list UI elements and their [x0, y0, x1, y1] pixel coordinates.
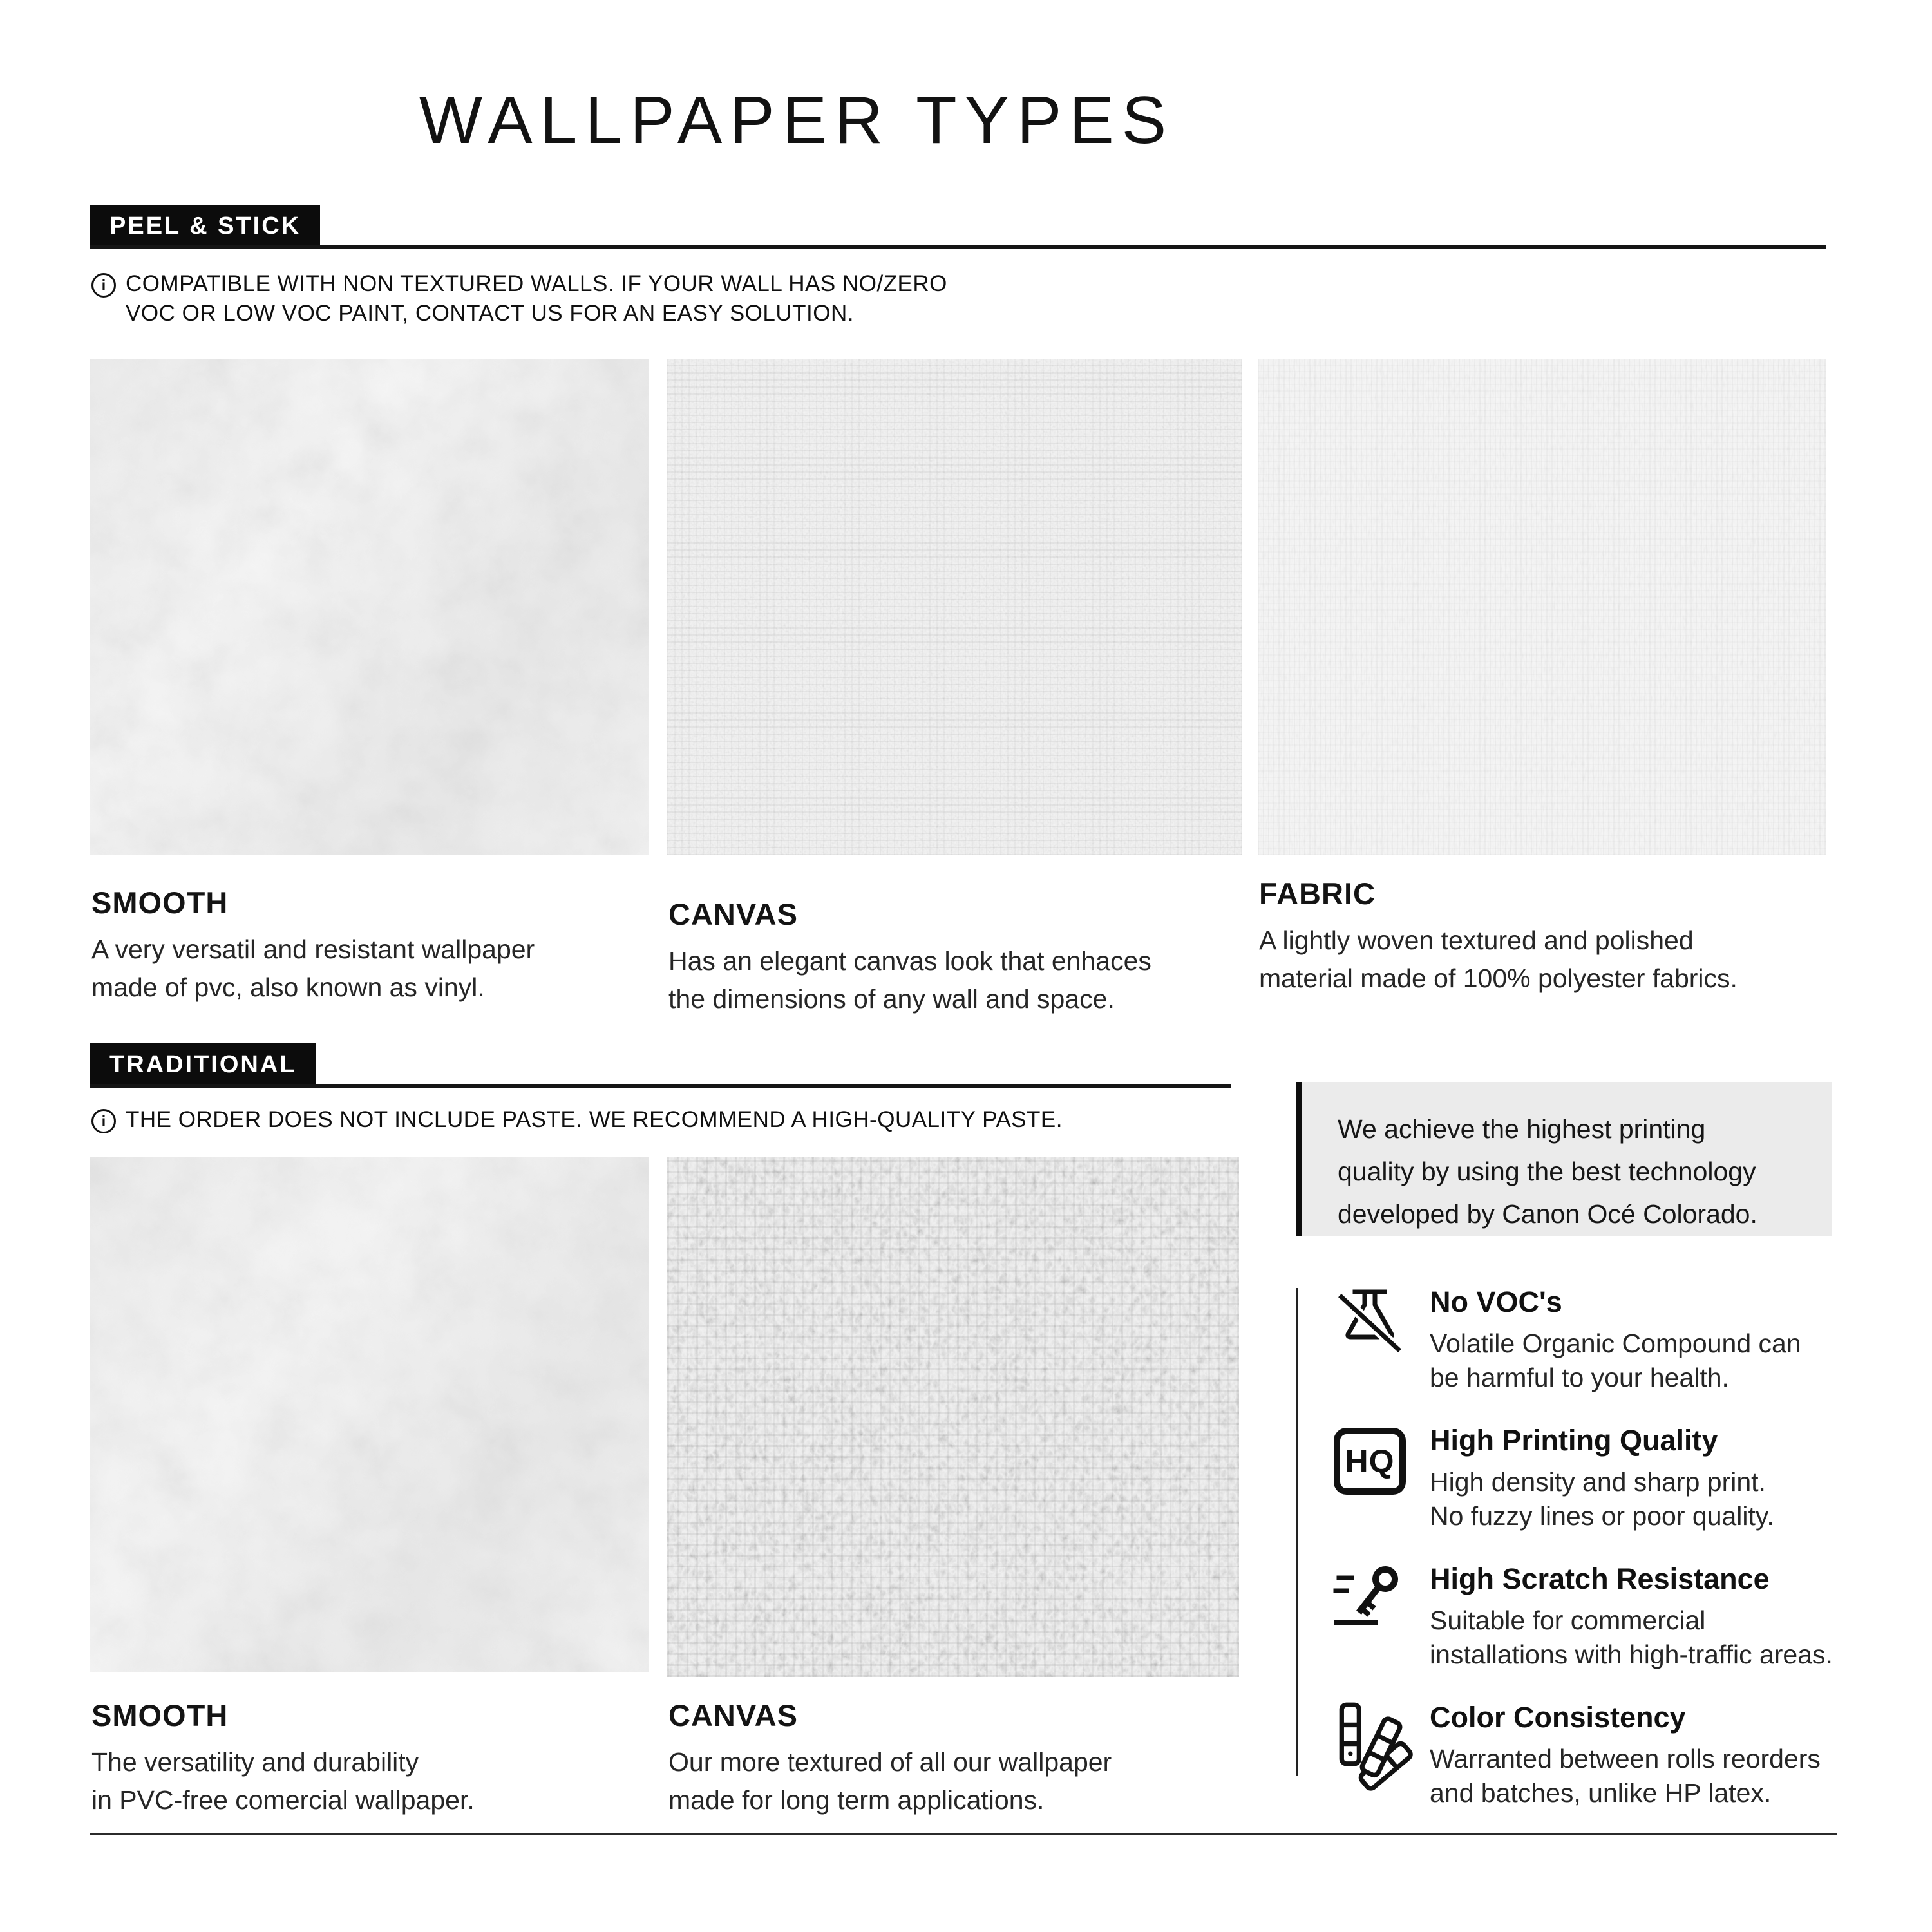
- swatch-name: FABRIC: [1259, 876, 1376, 911]
- info-icon: i: [91, 273, 116, 298]
- desc-line: be harmful to your health.: [1430, 1363, 1729, 1392]
- swatch-description: [668, 942, 1151, 1018]
- feature-title: High Printing Quality: [1430, 1424, 1718, 1457]
- swatch-description: [668, 1743, 1112, 1819]
- traditional-note: [91, 1105, 1063, 1135]
- smooth-texture-image: [90, 1157, 649, 1672]
- features-divider-line: [1296, 1288, 1298, 1776]
- desc-line: in PVC-free comercial wallpaper.: [91, 1785, 475, 1815]
- section-label-peel-stick: PEEL & STICK: [90, 205, 320, 248]
- desc-line: A lightly woven textured and polished: [1259, 925, 1694, 955]
- desc-line: High density and sharp print.: [1430, 1467, 1766, 1497]
- caption-traditional-canvas: [668, 1698, 1112, 1819]
- coarse-canvas-texture-image: [667, 1157, 1239, 1677]
- info-icon: i: [91, 1109, 116, 1133]
- swatch-peel-canvas: [667, 359, 1242, 855]
- feature-color-consistency: [1328, 1701, 1895, 1810]
- desc-line: made for long term applications.: [668, 1785, 1045, 1815]
- desc-line: made of pvc, also known as vinyl.: [91, 972, 485, 1002]
- swatch-traditional-canvas: [667, 1157, 1239, 1677]
- swatch-description: [91, 931, 535, 1007]
- fabric-texture-image: [1258, 359, 1826, 855]
- desc-line: and batches, unlike HP latex.: [1430, 1778, 1772, 1808]
- feature-description: [1430, 1742, 1821, 1810]
- desc-line: No fuzzy lines or poor quality.: [1430, 1501, 1774, 1531]
- feature-text: [1430, 1424, 1774, 1533]
- section-label-traditional: TRADITIONAL: [90, 1043, 316, 1086]
- bottom-divider: [90, 1833, 1837, 1835]
- feature-title: High Scratch Resistance: [1430, 1562, 1770, 1595]
- section-rule-traditional: [90, 1084, 1231, 1088]
- desc-line: Our more textured of all our wallpaper: [668, 1747, 1112, 1777]
- desc-line: A very versatil and resistant wallpaper: [91, 934, 535, 964]
- quote-text: [1302, 1082, 1832, 1235]
- feature-high-printing-quality: [1328, 1424, 1895, 1533]
- feature-description: [1430, 1327, 1801, 1395]
- desc-line: Has an elegant canvas look that enhaces: [668, 946, 1151, 976]
- feature-text: [1430, 1701, 1821, 1810]
- no-voc-flask-icon: [1328, 1285, 1412, 1376]
- swatch-description: [1259, 922, 1738, 998]
- peel-stick-note-text: [126, 269, 947, 328]
- desc-line: Volatile Organic Compound can: [1430, 1329, 1801, 1358]
- swatch-traditional-smooth: [90, 1157, 649, 1672]
- note-line: THE ORDER DOES NOT INCLUDE PASTE. WE RECOMMEND A HIGH-QUALITY PASTE.: [126, 1107, 1063, 1132]
- caption-peel-canvas: [668, 896, 1151, 1018]
- feature-text: [1430, 1562, 1833, 1672]
- swatch-name: SMOOTH: [91, 886, 229, 920]
- feature-text: [1430, 1285, 1801, 1395]
- peel-stick-note: [91, 269, 947, 328]
- swatch-peel-smooth: [90, 359, 649, 855]
- desc-line: material made of 100% polyester fabrics.: [1259, 963, 1738, 993]
- caption-peel-fabric: [1259, 876, 1738, 998]
- hq-badge-label: HQ: [1334, 1428, 1406, 1495]
- canvas-texture-image: [667, 359, 1242, 855]
- color-swatch-fan-icon: [1328, 1701, 1412, 1791]
- desc-line: the dimensions of any wall and space.: [668, 984, 1115, 1014]
- quote-line: We achieve the highest printing: [1338, 1114, 1706, 1144]
- feature-title: Color Consistency: [1430, 1701, 1686, 1734]
- swatch-name: CANVAS: [668, 897, 798, 931]
- quote-line: quality by using the best technology: [1338, 1157, 1756, 1186]
- caption-traditional-smooth: [91, 1698, 475, 1819]
- feature-title: No VOC's: [1430, 1285, 1562, 1318]
- feature-high-scratch-resistance: [1328, 1562, 1895, 1672]
- note-line: VOC OR LOW VOC PAINT, CONTACT US FOR AN EASY SOLUTION.: [126, 301, 854, 326]
- feature-description: [1430, 1604, 1833, 1672]
- desc-line: installations with high-traffic areas.: [1430, 1640, 1833, 1669]
- swatch-name: SMOOTH: [91, 1698, 229, 1732]
- caption-peel-smooth: [91, 885, 535, 1007]
- swatch-description: [91, 1743, 475, 1819]
- feature-no-voc: [1328, 1285, 1895, 1395]
- note-line: COMPATIBLE WITH NON TEXTURED WALLS. IF YOUR WALL HAS NO/ZERO: [126, 271, 947, 296]
- smooth-texture-image: [90, 359, 649, 855]
- section-rule-peel-stick: [90, 245, 1826, 249]
- feature-description: [1430, 1465, 1774, 1533]
- desc-line: The versatility and durability: [91, 1747, 419, 1777]
- swatch-name: CANVAS: [668, 1698, 798, 1732]
- desc-line: Suitable for commercial: [1430, 1605, 1706, 1635]
- page-title: WALLPAPER TYPES: [419, 83, 1175, 158]
- quote-line: developed by Canon Océ Colorado.: [1338, 1199, 1757, 1229]
- printing-quality-quote-box: [1296, 1082, 1832, 1236]
- scratch-key-icon: [1328, 1562, 1412, 1653]
- swatch-peel-fabric: [1258, 359, 1826, 855]
- hq-badge-icon: [1328, 1424, 1412, 1514]
- desc-line: Warranted between rolls reorders: [1430, 1744, 1821, 1774]
- traditional-note-text: [126, 1105, 1063, 1135]
